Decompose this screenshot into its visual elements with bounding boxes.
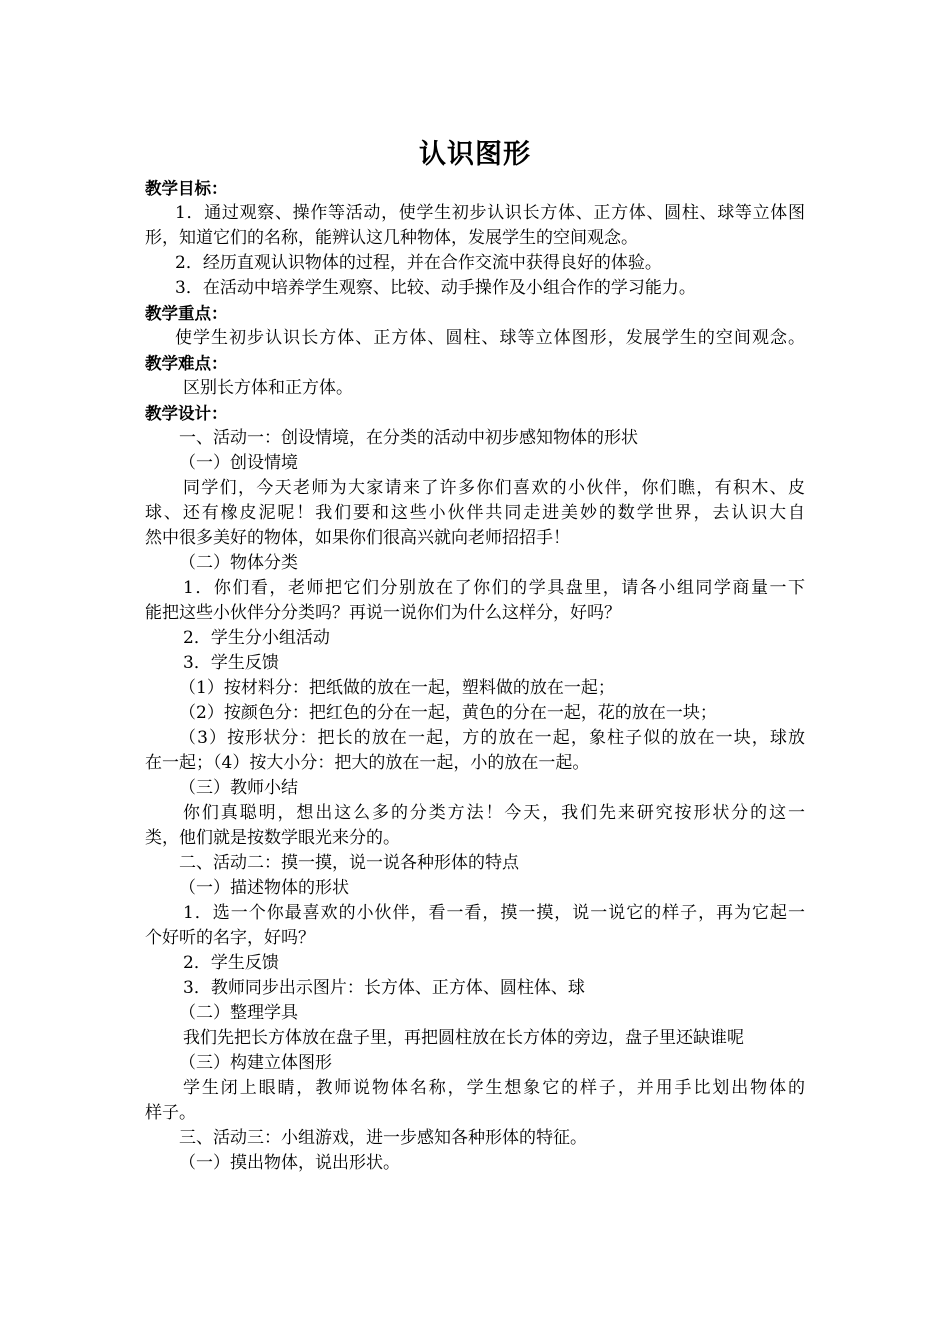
text-line: （一）描述物体的形状	[179, 878, 349, 898]
section-heading: 教学难点：	[145, 354, 228, 373]
section-heading: 教学重点：	[145, 304, 228, 323]
text-line: （3）按形状分：把长的放在一起，方的放在一起，象柱子似的放在一块，球放	[179, 728, 805, 748]
text-line: （一）创设情境	[179, 453, 298, 473]
text-line: 3．教师同步出示图片：长方体、正方体、圆柱体、球	[183, 978, 585, 998]
text-line: （三）构建立体图形	[179, 1053, 332, 1073]
text-line: （二）物体分类	[179, 553, 298, 573]
text-line: 3．在活动中培养学生观察、比较、动手操作及小组合作的学习能力。	[175, 278, 696, 298]
text-line: 使学生初步认识长方体、正方体、圆柱、球等立体图形，发展学生的空间观念。	[175, 328, 805, 348]
text-line: 形，知道它们的名称，能辨认这几种物体，发展学生的空间观念。	[145, 228, 638, 248]
text-line: 二、活动二：摸一摸，说一说各种形体的特点	[179, 853, 519, 873]
text-line: 我们先把长方体放在盘子里，再把圆柱放在长方体的旁边，盘子里还缺谁呢	[183, 1028, 744, 1048]
text-line: 1．选一个你最喜欢的小伙伴，看一看，摸一摸，说一说它的样子，再为它起一	[183, 903, 805, 923]
text-line: 2．经历直观认识物体的过程，并在合作交流中获得良好的体验。	[175, 253, 662, 273]
text-line: 1．你们看，老师把它们分别放在了你们的学具盘里，请各小组同学商量一下	[183, 578, 805, 598]
text-line: 学生闭上眼睛，教师说物体名称，学生想象它的样子，并用手比划出物体的	[183, 1078, 805, 1098]
text-line: 2．学生反馈	[183, 953, 279, 973]
text-line: （2）按颜色分：把红色的分在一起，黄色的分在一起，花的放在一块；	[179, 703, 717, 723]
text-line: 三、活动三：小组游戏，进一步感知各种形体的特征。	[179, 1128, 587, 1148]
text-line: （二）整理学具	[179, 1003, 298, 1023]
text-line: （三）教师小结	[179, 778, 298, 798]
text-line: 在一起；（4）按大小分：把大的放在一起，小的放在一起。	[145, 753, 590, 773]
text-line: 然中很多美好的物体，如果你们很高兴就向老师招招手！	[145, 528, 570, 548]
text-line: 3．学生反馈	[183, 653, 279, 673]
document-body	[145, 176, 805, 1176]
text-line: 1．通过观察、操作等活动，使学生初步认识长方体、正方体、圆柱、球等立体图	[175, 203, 805, 223]
text-line: 同学们，今天老师为大家请来了许多你们喜欢的小伙伴，你们瞧，有积木、皮	[183, 478, 805, 498]
text-line: （一）摸出物体，说出形状。	[179, 1153, 400, 1173]
text-line: 球、还有橡皮泥呢！我们要和这些小伙伴共同走进美妙的数学世界，去认识大自	[145, 503, 805, 523]
document-title: 认识图形	[419, 139, 531, 170]
text-line: 一、活动一：创设情境，在分类的活动中初步感知物体的形状	[179, 428, 638, 448]
text-line: 样子。	[145, 1103, 196, 1123]
text-line: 类，他们就是按数学眼光来分的。	[145, 828, 400, 848]
text-line: （1）按材料分：把纸做的放在一起，塑料做的放在一起；	[179, 678, 615, 698]
text-line: 能把这些小伙伴分分类吗？再说一说你们为什么这样分，好吗？	[145, 603, 621, 623]
text-line: 个好听的名字，好吗？	[145, 928, 315, 948]
text-line: 你们真聪明，想出这么多的分类方法！今天，我们先来研究按形状分的这一	[183, 803, 805, 823]
section-heading: 教学目标：	[145, 179, 228, 198]
text-line: 区别长方体和正方体。	[183, 378, 353, 398]
section-heading: 教学设计：	[145, 404, 228, 423]
text-line: 2．学生分小组活动	[183, 628, 330, 648]
